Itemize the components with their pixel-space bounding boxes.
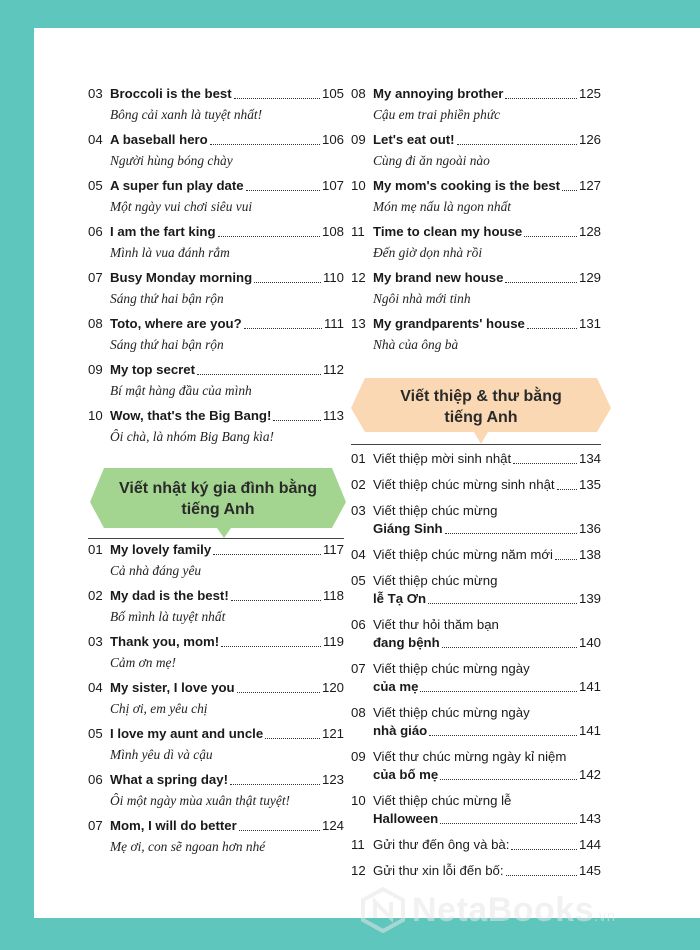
- entry-page-number: 127: [578, 178, 601, 193]
- entry-title-line1[interactable]: Viết thiệp chúc mừng ngày: [373, 705, 530, 720]
- toc-entry-row: [88, 130, 344, 150]
- toc-right-column: [351, 84, 601, 360]
- entry-page-number: 145: [578, 863, 601, 878]
- toc-entry-row: [88, 586, 344, 606]
- entry-subtitle: Cả nhà đáng yêu: [110, 563, 202, 578]
- entry-title[interactable]: My dad is the best!: [110, 588, 229, 603]
- entry-title[interactable]: Let's eat out!: [373, 132, 455, 147]
- entry-title-line2[interactable]: nhà giáo: [373, 723, 428, 738]
- entry-title-line1[interactable]: Viết thư chúc mừng ngày kỉ niệm: [373, 749, 567, 764]
- entry-title[interactable]: My top secret: [110, 362, 196, 377]
- entry-page-number: 123: [321, 772, 344, 787]
- entry-title[interactable]: Time to clean my house: [373, 224, 523, 239]
- entry-subtitle: Mẹ ơi, con sẽ ngoan hơn nhé: [110, 839, 266, 854]
- watermark-brand: NetaBooks: [412, 890, 595, 929]
- entry-subtitle: Bố mình là tuyệt nhất: [110, 609, 226, 624]
- watermark-suffix: .vn: [594, 907, 616, 925]
- toc-entry-row: [351, 450, 601, 468]
- entry-title[interactable]: My annoying brother: [373, 86, 504, 101]
- entry-number: 07: [351, 661, 366, 676]
- entry-title[interactable]: What a spring day!: [110, 772, 228, 787]
- entry-title-line1[interactable]: Viết thư hỏi thăm bạn: [373, 617, 499, 632]
- entry-title[interactable]: Viết thiệp mời sinh nhật: [373, 451, 512, 466]
- toc-entry[interactable]: [88, 678, 344, 724]
- toc-entry-row-2: [351, 634, 601, 652]
- entry-number: 03: [88, 634, 103, 649]
- toc-entry[interactable]: [88, 770, 344, 816]
- entry-page-number: 124: [321, 818, 344, 833]
- entry-page-number: 110: [322, 270, 344, 285]
- entry-title-line2[interactable]: Giáng Sinh: [373, 521, 443, 536]
- toc-entry[interactable]: [88, 360, 344, 406]
- dot-leader: [231, 600, 321, 601]
- toc-entry-row: [88, 540, 344, 560]
- entry-subtitle: Người hùng bóng chày: [110, 153, 233, 168]
- dot-leader: [221, 646, 321, 647]
- toc-entry[interactable]: [351, 176, 601, 222]
- toc-entry[interactable]: [351, 748, 601, 790]
- dot-leader: [511, 849, 577, 850]
- entry-subtitle: Mình yêu dì và cậu: [110, 747, 213, 762]
- toc-entry[interactable]: [88, 724, 344, 770]
- toc-entry[interactable]: [351, 616, 601, 658]
- toc-entry[interactable]: [351, 84, 601, 130]
- entry-page-number: 143: [578, 811, 601, 826]
- netabooks-watermark: [360, 880, 700, 940]
- toc-entry[interactable]: [351, 660, 601, 702]
- entry-title[interactable]: Thank you, mom!: [110, 634, 220, 649]
- entry-number: 12: [351, 863, 366, 878]
- entry-page-number: 111: [323, 316, 344, 331]
- entry-title[interactable]: My grandparents' house: [373, 316, 525, 331]
- dot-leader: [239, 830, 320, 831]
- entry-subtitle: Ôi một ngày mùa xuân thật tuyệt!: [110, 793, 290, 808]
- toc-entry[interactable]: [88, 222, 344, 268]
- entry-page-number: 119: [322, 634, 344, 649]
- entry-title-line2[interactable]: Halloween: [373, 811, 439, 826]
- toc-entry[interactable]: [88, 130, 344, 176]
- entry-number: 08: [351, 705, 366, 720]
- toc-entry-row-2: [351, 722, 601, 740]
- entry-number: 09: [88, 362, 103, 377]
- entry-subtitle: Đến giờ dọn nhà rồi: [373, 245, 483, 260]
- watermark-text: [412, 891, 616, 930]
- entry-number: 01: [351, 451, 366, 466]
- entry-number: 07: [88, 818, 103, 833]
- dot-leader: [506, 875, 577, 876]
- toc-entry[interactable]: [351, 704, 601, 746]
- entry-subtitle: Sáng thứ hai bận rộn: [110, 337, 224, 352]
- entry-title-line2[interactable]: đang bệnh: [373, 635, 440, 650]
- entry-title[interactable]: Broccoli is the best: [110, 86, 232, 101]
- toc-entry[interactable]: [351, 792, 601, 834]
- entry-page-number: 120: [321, 680, 344, 695]
- entry-title[interactable]: A baseball hero: [110, 132, 208, 147]
- toc-entry[interactable]: [88, 268, 344, 314]
- toc-entry-row: [88, 724, 344, 744]
- toc-entry-row: [88, 222, 344, 242]
- toc-entry[interactable]: [351, 450, 601, 474]
- entry-number: 05: [351, 573, 366, 588]
- toc-entry-row: [351, 130, 601, 150]
- book-page: [34, 28, 700, 918]
- toc-entry[interactable]: [88, 406, 344, 452]
- entry-page-number: 126: [578, 132, 601, 147]
- toc-entry[interactable]: [88, 314, 344, 360]
- toc-entry-row: [88, 314, 344, 334]
- toc-entry-row: [351, 222, 601, 242]
- dot-leader: [234, 98, 320, 99]
- toc-entry-row: [88, 632, 344, 652]
- entry-number: 11: [351, 837, 365, 852]
- entry-number: 04: [351, 547, 366, 562]
- toc-entry[interactable]: [351, 222, 601, 268]
- entry-title[interactable]: Gửi thư đến ông và bà:: [373, 837, 510, 852]
- entry-title[interactable]: My mom's cooking is the best: [373, 178, 561, 193]
- toc-entry-row: [351, 268, 601, 288]
- entry-page-number: 142: [578, 767, 601, 782]
- toc-entry[interactable]: [351, 572, 601, 614]
- banner-heading-line1: Viết nhật ký gia đình bằng: [119, 480, 317, 497]
- dot-leader: [237, 692, 320, 693]
- entry-page-number: 108: [321, 224, 344, 239]
- entry-title[interactable]: Busy Monday morning: [110, 270, 253, 285]
- entry-subtitle: Ôi chà, là nhóm Big Bang kìa!: [110, 429, 275, 444]
- entry-title[interactable]: I love my aunt and uncle: [110, 726, 264, 741]
- entry-page-number: 107: [321, 178, 344, 193]
- toc-entry-row: [351, 572, 601, 590]
- toc-entry-row: [351, 660, 601, 678]
- toc-left-column: [88, 84, 344, 452]
- entry-number: 08: [351, 86, 366, 101]
- toc-entry-row: [351, 704, 601, 722]
- entry-title-line1[interactable]: Viết thiệp chúc mừng: [373, 573, 498, 588]
- entry-title[interactable]: Viết thiệp chúc mừng sinh nhật: [373, 477, 555, 492]
- entry-subtitle: Cậu em trai phiền phức: [373, 107, 501, 122]
- entry-page-number: 134: [578, 451, 601, 466]
- entry-number: 08: [88, 316, 103, 331]
- entry-page-number: 106: [321, 132, 344, 147]
- dot-leader: [457, 144, 577, 145]
- dot-leader: [557, 489, 577, 490]
- dot-leader: [218, 236, 320, 237]
- entry-number: 03: [351, 503, 366, 518]
- banner-heading: [90, 478, 346, 520]
- toc-entry[interactable]: [88, 540, 344, 586]
- toc-entry[interactable]: [88, 84, 344, 130]
- dot-leader: [440, 779, 577, 780]
- entry-subtitle: Một ngày vui chơi siêu vui: [110, 199, 253, 214]
- dot-leader: [505, 98, 577, 99]
- entry-number: 05: [88, 178, 103, 193]
- entry-title[interactable]: Toto, where are you?: [110, 316, 242, 331]
- entry-page-number: 112: [322, 362, 344, 377]
- dot-leader: [440, 823, 577, 824]
- toc-entry-row-2: [351, 810, 601, 828]
- entry-subtitle: Sáng thứ hai bận rộn: [110, 291, 224, 306]
- entry-title[interactable]: Gửi thư xin lỗi đến bố:: [373, 863, 504, 878]
- entry-page-number: 121: [321, 726, 344, 741]
- entry-title-line1[interactable]: Viết thiệp chúc mừng lễ: [373, 793, 512, 808]
- banner-heading-line1: Viết thiệp & thư bằng: [400, 388, 562, 405]
- toc-entry-row: [88, 770, 344, 790]
- entry-subtitle: Nhà của ông bà: [373, 337, 459, 352]
- toc-entry-row: [351, 84, 601, 104]
- entry-number: 12: [351, 270, 366, 285]
- entry-subtitle: Bông cải xanh là tuyệt nhất!: [110, 107, 263, 122]
- toc-entry[interactable]: [351, 476, 601, 500]
- dot-leader: [213, 554, 321, 555]
- entry-number: 10: [88, 408, 103, 423]
- dot-leader: [555, 559, 577, 560]
- dot-leader: [265, 738, 320, 739]
- toc-entry[interactable]: [351, 546, 601, 570]
- toc-entry-row: [351, 176, 601, 196]
- entry-number: 05: [88, 726, 103, 741]
- entry-subtitle: Món mẹ nấu là ngon nhất: [373, 199, 511, 214]
- entry-title-line2[interactable]: lễ Tạ Ơn: [373, 591, 427, 606]
- toc-entry[interactable]: [351, 130, 601, 176]
- dot-leader: [562, 190, 577, 191]
- entry-page-number: 144: [578, 837, 601, 852]
- dot-leader: [527, 328, 577, 329]
- entry-page-number: 136: [578, 521, 601, 536]
- dot-leader: [428, 603, 577, 604]
- toc-entry-row-2: [351, 520, 601, 538]
- entry-page-number: 140: [578, 635, 601, 650]
- entry-number: 06: [88, 772, 103, 787]
- entry-title-line2[interactable]: của bố mẹ: [373, 767, 439, 782]
- toc-entry-row: [88, 176, 344, 196]
- dot-leader: [513, 463, 577, 464]
- toc-entry-row: [88, 268, 344, 288]
- entry-page-number: 141: [578, 723, 601, 738]
- section-divider: [351, 444, 601, 445]
- entry-number: 07: [88, 270, 103, 285]
- toc-entry-row: [88, 360, 344, 380]
- dot-leader: [505, 282, 577, 283]
- entry-title-line1[interactable]: Viết thiệp chúc mừng ngày: [373, 661, 530, 676]
- entry-subtitle: Cảm ơn mẹ!: [110, 655, 176, 670]
- entry-title[interactable]: My sister, I love you: [110, 680, 235, 695]
- entry-title[interactable]: I am the fart king: [110, 224, 216, 239]
- dot-leader: [445, 533, 577, 534]
- toc-entry[interactable]: [351, 314, 601, 360]
- toc-entry-row: [88, 816, 344, 836]
- entry-number: 02: [351, 477, 366, 492]
- entry-title[interactable]: Wow, that's the Big Bang!: [110, 408, 272, 423]
- toc-entry-row: [351, 792, 601, 810]
- entry-title[interactable]: A super fun play date: [110, 178, 244, 193]
- entry-subtitle: Cùng đi ăn ngoài nào: [373, 153, 490, 168]
- netabooks-logo-icon: [360, 887, 406, 933]
- entry-subtitle: Mình là vua đánh rắm: [110, 245, 230, 260]
- toc-entry-row: [351, 748, 601, 766]
- toc-entry-row-2: [351, 678, 601, 696]
- toc-entry[interactable]: [88, 586, 344, 632]
- toc-entry[interactable]: [351, 836, 601, 860]
- entry-number: 11: [351, 224, 365, 239]
- entry-page-number: 125: [578, 86, 601, 101]
- entry-number: 06: [351, 617, 366, 632]
- dot-leader: [420, 691, 577, 692]
- entry-subtitle: Chị ơi, em yêu chị: [110, 701, 208, 716]
- entry-number: 09: [351, 132, 366, 147]
- entry-page-number: 135: [578, 477, 601, 492]
- toc-entry-row: [351, 836, 601, 854]
- banner-heading-line2: tiếng Anh: [181, 501, 255, 518]
- entry-page-number: 141: [578, 679, 601, 694]
- entry-page-number: 105: [321, 86, 344, 101]
- entry-page-number: 128: [578, 224, 601, 239]
- dot-leader: [429, 735, 577, 736]
- toc-entry[interactable]: [351, 502, 601, 544]
- entry-number: 10: [351, 793, 366, 808]
- toc-entry-row: [351, 616, 601, 634]
- entry-page-number: 113: [322, 408, 344, 423]
- entry-page-number: 138: [578, 547, 601, 562]
- entry-subtitle: Bí mật hàng đầu của mình: [110, 383, 252, 398]
- toc-entry[interactable]: [351, 268, 601, 314]
- toc-entry-row-2: [351, 590, 601, 608]
- entry-page-number: 117: [322, 542, 344, 557]
- entry-title[interactable]: Mom, I will do better: [110, 818, 237, 833]
- entry-title-line1[interactable]: Viết thiệp chúc mừng: [373, 503, 498, 518]
- entry-title-line2[interactable]: của mẹ: [373, 679, 419, 694]
- entry-number: 02: [88, 588, 103, 603]
- toc-entry-row: [351, 476, 601, 494]
- banner-heading: [351, 386, 611, 428]
- toc-entry-row: [88, 678, 344, 698]
- toc-entry-row: [88, 406, 344, 426]
- dot-leader: [524, 236, 577, 237]
- entry-number: 03: [88, 86, 103, 101]
- dot-leader: [254, 282, 321, 283]
- entry-number: 04: [88, 132, 103, 147]
- dot-leader: [197, 374, 321, 375]
- entry-subtitle: Ngôi nhà mới tinh: [373, 291, 471, 306]
- toc-entry-row: [88, 84, 344, 104]
- entry-title[interactable]: Viết thiệp chúc mừng năm mới: [373, 547, 553, 562]
- dot-leader: [273, 420, 321, 421]
- entry-page-number: 118: [322, 588, 344, 603]
- toc-entry-row-2: [351, 766, 601, 784]
- toc-entry[interactable]: [88, 632, 344, 678]
- entry-number: 13: [351, 316, 366, 331]
- dot-leader: [442, 647, 577, 648]
- entry-title[interactable]: My lovely family: [110, 542, 212, 557]
- toc-entry[interactable]: [88, 176, 344, 222]
- dot-leader: [210, 144, 320, 145]
- entry-number: 06: [88, 224, 103, 239]
- toc-entry-row: [351, 502, 601, 520]
- toc-entry[interactable]: [88, 816, 344, 862]
- toc-cards-section: [351, 448, 601, 886]
- entry-page-number: 139: [578, 591, 601, 606]
- dot-leader: [230, 784, 320, 785]
- entry-page-number: 129: [578, 270, 601, 285]
- dot-leader: [246, 190, 320, 191]
- toc-family-section: [88, 540, 344, 862]
- entry-page-number: 131: [578, 316, 601, 331]
- dot-leader: [244, 328, 322, 329]
- entry-number: 01: [88, 542, 103, 557]
- section-divider: [88, 538, 344, 539]
- entry-title[interactable]: My brand new house: [373, 270, 504, 285]
- toc-entry-row: [351, 862, 601, 880]
- entry-number: 09: [351, 749, 366, 764]
- toc-entry-row: [351, 314, 601, 334]
- banner-heading-line2: tiếng Anh: [444, 409, 518, 426]
- entry-number: 10: [351, 178, 366, 193]
- entry-number: 04: [88, 680, 103, 695]
- toc-entry-row: [351, 546, 601, 564]
